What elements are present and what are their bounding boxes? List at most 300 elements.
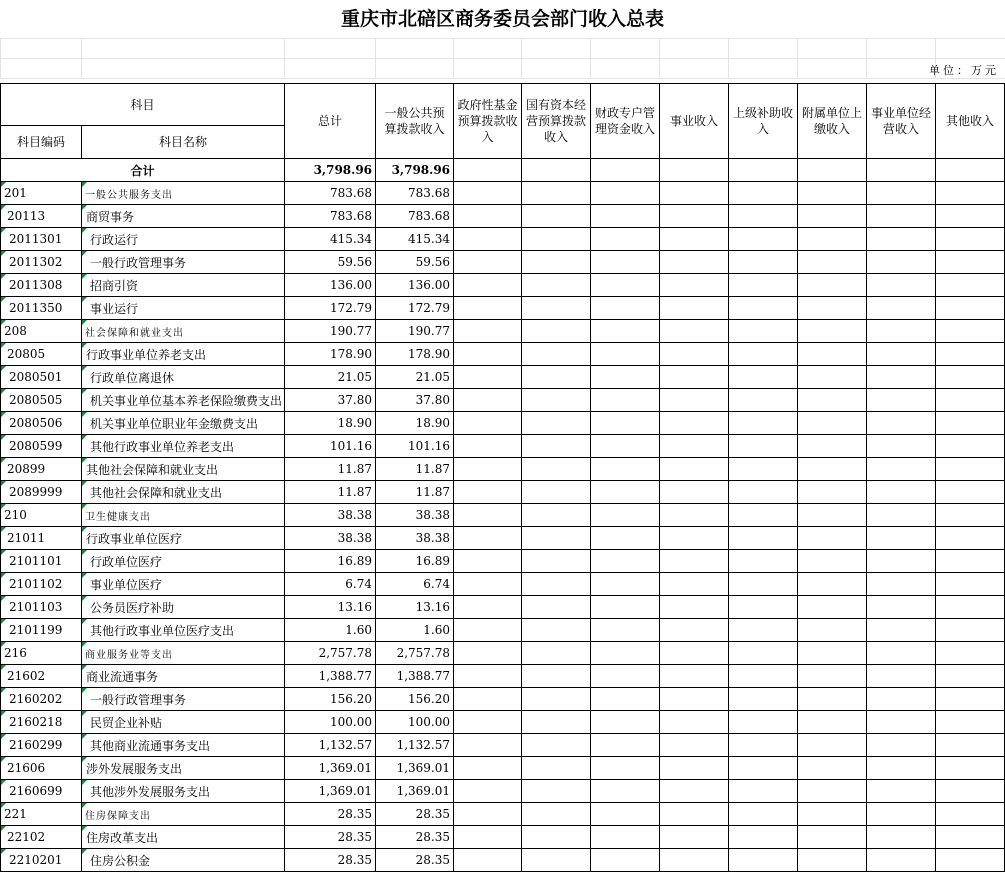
empty-cell: [729, 803, 798, 826]
cell-marker-icon: [1, 458, 6, 463]
empty-cell: [454, 182, 522, 205]
total-general-budget: 3,798.96: [376, 159, 454, 182]
subject-code-text: 2101103: [9, 600, 63, 614]
row-total: [285, 435, 376, 458]
row-general-budget-text: 100.00: [408, 715, 451, 729]
empty-cell: [936, 711, 1005, 734]
subject-name-text: 行政单位医疗: [90, 554, 163, 569]
empty-cell: [798, 734, 867, 757]
page-title: 重庆市北碚区商务委员会部门收入总表: [340, 8, 664, 30]
empty-cell: [591, 665, 660, 688]
empty-cell: [454, 711, 522, 734]
empty-cell: [454, 343, 522, 366]
row-total: [285, 803, 376, 826]
empty-cell: [591, 527, 660, 550]
cell-marker-icon: [1, 734, 6, 739]
empty-cell: [936, 435, 1005, 458]
subject-name: [82, 711, 285, 734]
row-total-text: 6.74: [345, 577, 373, 591]
row-general-budget: [376, 251, 454, 274]
empty-cell: [798, 619, 867, 642]
table-row: [1, 734, 1005, 757]
empty-cell: [660, 251, 729, 274]
empty-cell: [660, 596, 729, 619]
subject-name-text: 住房保障支出: [85, 810, 151, 822]
row-total-text: 190.77: [330, 324, 373, 338]
row-total-text: 783.68: [330, 186, 373, 200]
empty-cell: [522, 642, 591, 665]
cell-marker-icon: [82, 734, 87, 739]
empty-cell: [522, 573, 591, 596]
row-general-budget: [376, 619, 454, 642]
row-total: [285, 228, 376, 251]
subject-code: [1, 458, 82, 481]
empty-cell: [867, 182, 936, 205]
empty-cell: [454, 412, 522, 435]
empty-cell: [936, 389, 1005, 412]
empty-cell: [591, 734, 660, 757]
empty-cell: [522, 504, 591, 527]
subject-name: [82, 458, 285, 481]
subject-code: [1, 205, 82, 228]
subject-code: [1, 849, 82, 872]
table-row: [1, 228, 1005, 251]
cell-marker-icon: [82, 389, 87, 394]
row-general-budget: [376, 826, 454, 849]
empty-cell: [729, 343, 798, 366]
empty-cell: [591, 251, 660, 274]
cell-marker-icon: [1, 642, 6, 647]
empty-cell: [522, 458, 591, 481]
empty-cell: [729, 366, 798, 389]
empty-cell: [729, 711, 798, 734]
subject-code-text: 208: [4, 324, 27, 338]
table-row: [1, 550, 1005, 573]
subject-code: [1, 297, 82, 320]
empty-cell: [660, 389, 729, 412]
empty-cell: [867, 458, 936, 481]
empty-cell: [867, 228, 936, 251]
header-total: 总计: [285, 84, 376, 159]
empty-cell: [660, 205, 729, 228]
subject-code-text: 21011: [7, 531, 46, 545]
row-total: [285, 665, 376, 688]
subject-name-text: 民贸企业补贴: [90, 715, 163, 730]
empty-cell: [867, 389, 936, 412]
empty-cell: [798, 803, 867, 826]
table-row: [1, 251, 1005, 274]
row-total: [285, 550, 376, 573]
subject-code: [1, 320, 82, 343]
row-general-budget-text: 1,369.01: [396, 761, 451, 775]
row-general-budget: [376, 412, 454, 435]
empty-cell: [867, 665, 936, 688]
subject-code-text: 2011302: [9, 255, 63, 269]
header-state-capital: 国有资本经营预算拨款收入: [522, 84, 591, 159]
cell-marker-icon: [82, 803, 87, 808]
empty-cell: [936, 412, 1005, 435]
row-total: [285, 826, 376, 849]
row-total-text: 16.89: [337, 554, 373, 568]
row-total-text: 1,132.57: [318, 738, 373, 752]
row-total-text: 415.34: [330, 232, 373, 246]
empty-cell: [798, 665, 867, 688]
empty-cell: [522, 711, 591, 734]
subject-code-text: 22102: [7, 830, 46, 844]
empty-cell: [454, 642, 522, 665]
row-total: [285, 527, 376, 550]
subject-code: [1, 665, 82, 688]
subject-code-text: 20113: [7, 209, 46, 223]
subject-name: [82, 251, 285, 274]
empty-cell: [454, 251, 522, 274]
empty-cell: [867, 734, 936, 757]
row-total-text: 13.16: [337, 600, 373, 614]
subject-code: [1, 274, 82, 297]
empty-cell: [798, 826, 867, 849]
cell-marker-icon: [1, 366, 6, 371]
cell-marker-icon: [82, 826, 87, 831]
row-total: [285, 182, 376, 205]
subject-code: [1, 527, 82, 550]
row-total: [285, 573, 376, 596]
subject-code-text: 21606: [7, 761, 46, 775]
table-row: [1, 711, 1005, 734]
empty-cell: [867, 826, 936, 849]
empty-cell: [798, 182, 867, 205]
empty-cell: [454, 803, 522, 826]
cell-marker-icon: [1, 527, 6, 532]
table-row: [1, 412, 1005, 435]
row-general-budget: [376, 688, 454, 711]
empty-cell: [729, 619, 798, 642]
cell-marker-icon: [82, 688, 87, 693]
empty-cell: [729, 205, 798, 228]
empty-cell: [936, 642, 1005, 665]
row-total: [285, 757, 376, 780]
row-general-budget: [376, 803, 454, 826]
empty-cell: [729, 780, 798, 803]
cell-marker-icon: [82, 665, 87, 670]
row-general-budget-text: 38.38: [415, 531, 451, 545]
total-label: 合计: [1, 159, 285, 182]
empty-cell: [729, 573, 798, 596]
empty-cell: [454, 757, 522, 780]
row-general-budget-text: 13.16: [415, 600, 451, 614]
subject-name-text: 涉外发展服务支出: [86, 761, 183, 776]
subject-code: [1, 412, 82, 435]
empty-cell: [522, 803, 591, 826]
empty-cell: [867, 573, 936, 596]
cell-marker-icon: [82, 481, 87, 486]
table-row: [1, 849, 1005, 872]
empty-cell: [660, 711, 729, 734]
empty-cell: [522, 412, 591, 435]
empty-cell: [660, 527, 729, 550]
empty-cell: [798, 458, 867, 481]
subject-code-text: 2011308: [9, 278, 63, 292]
empty-cell: [798, 849, 867, 872]
subject-code: [1, 550, 82, 573]
empty-cell: [936, 826, 1005, 849]
empty-cell: [591, 711, 660, 734]
row-total: [285, 251, 376, 274]
empty-cell: [591, 780, 660, 803]
subject-name-text: 其他社会保障和就业支出: [90, 485, 223, 500]
empty-cell: [660, 665, 729, 688]
subject-name: [82, 550, 285, 573]
row-total-text: 11.87: [337, 462, 373, 476]
subject-name: [82, 366, 285, 389]
cell-marker-icon: [1, 182, 6, 187]
empty-cell: [798, 711, 867, 734]
empty-cell: [936, 343, 1005, 366]
blank-grid-rows: [0, 38, 1005, 79]
subject-name: [82, 481, 285, 504]
subject-code-text: 2011350: [9, 301, 63, 315]
empty-cell: [867, 504, 936, 527]
subject-code: [1, 803, 82, 826]
subject-code: [1, 619, 82, 642]
empty-cell: [660, 734, 729, 757]
row-general-budget-text: 11.87: [415, 462, 451, 476]
empty-cell: [522, 688, 591, 711]
cell-marker-icon: [1, 849, 6, 854]
empty-cell: [454, 435, 522, 458]
empty-cell: [867, 343, 936, 366]
subject-name: [82, 435, 285, 458]
header-career-income: 事业收入: [660, 84, 729, 159]
empty-cell: [454, 504, 522, 527]
empty-cell: [454, 274, 522, 297]
subject-code-text: 2160299: [9, 738, 63, 752]
empty-cell: [936, 757, 1005, 780]
subject-name: [82, 205, 285, 228]
subject-code-text: 216: [4, 646, 27, 660]
row-total-text: 28.35: [337, 807, 373, 821]
cell-marker-icon: [82, 573, 87, 578]
subject-name-text: 商贸事务: [86, 209, 135, 224]
row-general-budget-text: 415.34: [408, 232, 451, 246]
row-general-budget: [376, 182, 454, 205]
empty-cell: [591, 435, 660, 458]
row-general-budget: [376, 596, 454, 619]
subject-name-text: 事业运行: [90, 301, 139, 316]
cell-marker-icon: [82, 274, 87, 279]
row-total-text: 101.16: [330, 439, 373, 453]
row-general-budget: [376, 228, 454, 251]
cell-marker-icon: [1, 619, 6, 624]
empty-cell: [867, 849, 936, 872]
empty-cell: [936, 550, 1005, 573]
row-general-budget: [376, 665, 454, 688]
empty-cell: [591, 642, 660, 665]
subject-name: [82, 343, 285, 366]
cell-marker-icon: [82, 596, 87, 601]
empty-cell: [729, 688, 798, 711]
table-row: [1, 458, 1005, 481]
cell-marker-icon: [82, 343, 87, 348]
empty-cell: [729, 550, 798, 573]
subject-name: [82, 849, 285, 872]
table-row: [1, 366, 1005, 389]
row-total-text: 1.60: [345, 623, 373, 637]
subject-code: [1, 711, 82, 734]
empty-cell: [729, 274, 798, 297]
empty-cell: [936, 205, 1005, 228]
empty-cell: [867, 251, 936, 274]
empty-cell: [660, 757, 729, 780]
cell-marker-icon: [82, 251, 87, 256]
empty-cell: [936, 297, 1005, 320]
empty-cell: [660, 481, 729, 504]
empty-cell: [591, 366, 660, 389]
subject-code: [1, 780, 82, 803]
empty-cell: [522, 343, 591, 366]
empty-cell: [798, 320, 867, 343]
empty-cell: [867, 481, 936, 504]
row-general-budget: [376, 849, 454, 872]
empty-cell: [867, 642, 936, 665]
cell-marker-icon: [1, 251, 6, 256]
cell-marker-icon: [82, 458, 87, 463]
empty-cell: [867, 780, 936, 803]
header-subject: 科目: [1, 84, 285, 126]
cell-marker-icon: [1, 228, 6, 233]
empty-cell: [798, 642, 867, 665]
row-general-budget: [376, 366, 454, 389]
empty-cell: [729, 251, 798, 274]
empty-cell: [867, 435, 936, 458]
empty-cell: [729, 596, 798, 619]
row-total: [285, 412, 376, 435]
row-total: [285, 504, 376, 527]
empty-cell: [936, 320, 1005, 343]
subject-code: [1, 343, 82, 366]
row-general-budget: [376, 274, 454, 297]
income-table: [0, 83, 1005, 872]
cell-marker-icon: [1, 389, 6, 394]
empty-cell: [867, 366, 936, 389]
cell-marker-icon: [1, 757, 6, 762]
row-total: [285, 711, 376, 734]
empty-cell: [660, 504, 729, 527]
subject-code-text: 2080501: [9, 370, 63, 384]
row-total: [285, 297, 376, 320]
header-affiliated-payment: 附属单位上缴收入: [798, 84, 867, 159]
table-row: [1, 780, 1005, 803]
row-total-text: 21.05: [337, 370, 373, 384]
subject-name: [82, 734, 285, 757]
empty-cell: [591, 343, 660, 366]
empty-cell: [936, 596, 1005, 619]
empty-cell: [729, 297, 798, 320]
empty-cell: [798, 297, 867, 320]
row-general-budget: [376, 297, 454, 320]
empty-cell: [729, 527, 798, 550]
subject-name-text: 招商引资: [90, 278, 139, 293]
subject-name: [82, 803, 285, 826]
subject-code: [1, 389, 82, 412]
table-row: [1, 803, 1005, 826]
cell-marker-icon: [82, 435, 87, 440]
row-general-budget: [376, 550, 454, 573]
subject-name: [82, 642, 285, 665]
cell-marker-icon: [1, 826, 6, 831]
row-general-budget-text: 18.90: [415, 416, 451, 430]
empty-cell: [729, 642, 798, 665]
row-general-budget-text: 1,388.77: [396, 669, 451, 683]
empty-cell: [936, 849, 1005, 872]
empty-cell: [454, 550, 522, 573]
empty-cell: [522, 228, 591, 251]
subject-code-text: 21602: [7, 669, 46, 683]
subject-code: [1, 642, 82, 665]
subject-code-text: 2101102: [9, 577, 63, 591]
subject-name-text: 社会保障和就业支出: [85, 327, 184, 339]
subject-name-text: 商业服务业等支出: [85, 649, 173, 661]
empty-cell: [660, 343, 729, 366]
row-general-budget: [376, 504, 454, 527]
subject-name-text: 其他涉外发展服务支出: [90, 784, 211, 799]
cell-marker-icon: [1, 711, 6, 716]
subject-code-text: 2080506: [9, 416, 63, 430]
empty-cell: [936, 688, 1005, 711]
table-row: [1, 665, 1005, 688]
subject-name: [82, 389, 285, 412]
empty-cell: [660, 780, 729, 803]
cell-marker-icon: [82, 527, 87, 532]
empty-cell: [936, 619, 1005, 642]
empty-cell: [867, 711, 936, 734]
cell-marker-icon: [82, 228, 87, 233]
empty-cell: [522, 780, 591, 803]
subject-name-text: 一般行政管理事务: [90, 692, 187, 707]
table-row: [1, 481, 1005, 504]
empty-cell: [591, 596, 660, 619]
empty-cell: [936, 527, 1005, 550]
row-general-budget-text: 6.74: [423, 577, 451, 591]
header-general-budget: 一般公共预算拨款收入: [376, 84, 454, 159]
empty-cell: [591, 412, 660, 435]
subject-name: [82, 182, 285, 205]
header-career-operating: 事业单位经营收入: [867, 84, 936, 159]
empty-cell: [454, 665, 522, 688]
empty-cell: [867, 205, 936, 228]
empty-cell: [591, 182, 660, 205]
header-code: 科目编码: [1, 126, 82, 159]
empty-cell: [729, 389, 798, 412]
empty-cell: [798, 527, 867, 550]
empty-cell: [591, 228, 660, 251]
empty-cell: [798, 343, 867, 366]
empty-cell: [867, 803, 936, 826]
subject-code-text: 2210201: [9, 853, 63, 867]
unit-label: 单位：万元: [929, 64, 999, 77]
row-general-budget: [376, 642, 454, 665]
subject-code-text: 2011301: [9, 232, 63, 246]
table-row: [1, 596, 1005, 619]
empty-cell: [591, 619, 660, 642]
row-general-budget: [376, 734, 454, 757]
subject-name: [82, 527, 285, 550]
empty-cell: [591, 573, 660, 596]
row-general-budget-text: 28.35: [415, 807, 451, 821]
empty-cell: [660, 274, 729, 297]
empty-cell: [454, 780, 522, 803]
row-general-budget-text: 136.00: [408, 278, 451, 292]
subject-name-text: 卫生健康支出: [85, 511, 151, 523]
